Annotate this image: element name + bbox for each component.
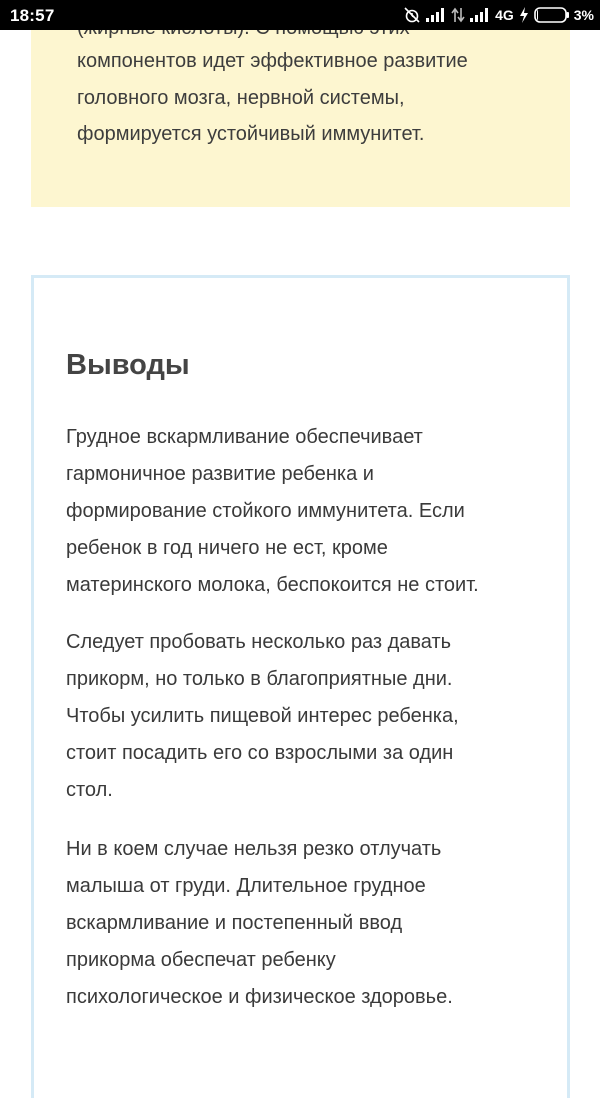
note-text-line: головного мозга, нервной системы, <box>77 87 405 109</box>
note-box <box>31 0 570 207</box>
note-text-line: компонентов идет эффективное развитие <box>77 50 468 72</box>
conclusion-paragraph <box>66 624 546 809</box>
status-time: 18:57 <box>10 6 55 25</box>
paragraph-line: формирование стойкого иммунитета. Если <box>66 500 465 522</box>
paragraph-line: Чтобы усилить пищевой интерес ребенка, <box>66 705 459 727</box>
network-type: 4G <box>495 7 514 23</box>
conclusion-title: Выводы <box>66 349 190 381</box>
conclusion-paragraph <box>66 831 546 1016</box>
paragraph-line: материнского молока, беспокоится не стоит. <box>66 574 479 596</box>
status-icons <box>403 5 594 25</box>
paragraph-line: психологическое и физическое здоровье. <box>66 986 453 1008</box>
signal-icon <box>426 8 446 22</box>
paragraph-line: ребенок в год ничего не ест, кроме <box>66 537 388 559</box>
paragraph-line: прикорма обеспечат ребенку <box>66 949 336 971</box>
status-bar <box>0 0 600 30</box>
battery <box>534 7 594 23</box>
conclusion-paragraph <box>66 419 546 604</box>
paragraph-line: малыша от груди. Длительное грудное <box>66 875 426 897</box>
data-arrows-icon <box>451 7 465 23</box>
battery-icon <box>534 7 570 23</box>
paragraph-line: вскармливание и постепенный ввод <box>66 912 403 934</box>
paragraph-line: Следует пробовать несколько раз давать <box>66 631 452 653</box>
conclusion-card <box>31 275 570 1098</box>
paragraph-line: стоит посадить его со взрослыми за один <box>66 742 454 764</box>
paragraph-line: стол. <box>66 779 113 801</box>
note-text-line: формируется устойчивый иммунитет. <box>77 123 425 145</box>
charging-icon <box>519 7 529 23</box>
battery-percent: 3% <box>573 7 594 23</box>
paragraph-line: Грудное вскармливание обеспечивает <box>66 426 423 448</box>
paragraph-line: Ни в коем случае нельзя резко отлучать <box>66 838 442 860</box>
signal-icon <box>470 8 490 22</box>
paragraph-line: гармоничное развитие ребенка и <box>66 463 374 485</box>
alarm-icon <box>403 6 421 24</box>
paragraph-line: прикорм, но только в благоприятные дни. <box>66 668 453 690</box>
